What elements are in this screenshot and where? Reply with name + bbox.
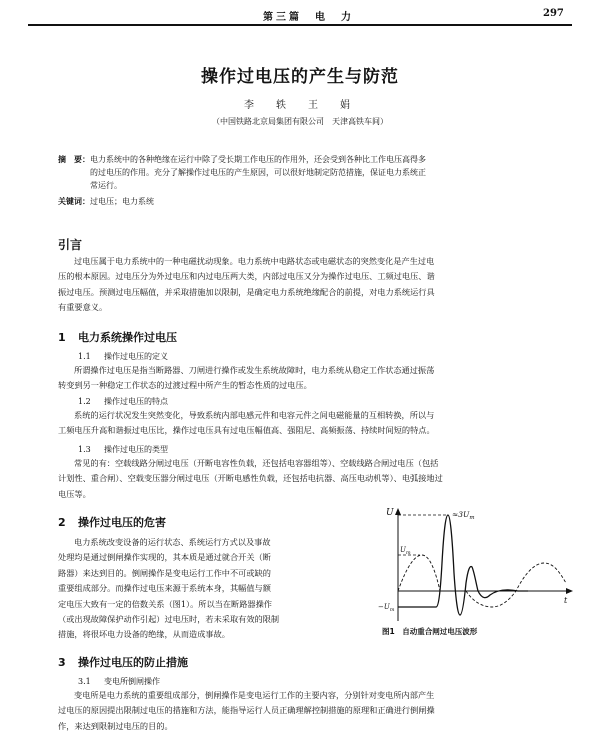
source-voltage-curve: [398, 555, 440, 591]
subsection-1-1-heading: 1.1 操作过电压的定义: [78, 352, 168, 361]
keywords: [58, 196, 553, 207]
section-title: 操作过电压的防止措施: [78, 656, 188, 669]
section-number: 1: [58, 331, 66, 344]
figure-1-waveform: [378, 503, 578, 633]
intro-line: 振过电压。预测过电压幅值，并采取措施加以限制，是确定电力系统绝缘配合的前提，对电力系统运行具: [58, 286, 435, 297]
intro-line: 过电压属于电力系统中的一种电磁扰动现象。电力系统中电路状态或电磁状态的突然变化是产生过电: [74, 256, 435, 266]
subsection-1-3-heading: 1.3 操作过电压的类型: [78, 445, 168, 454]
subsection-3-1-paragraph: 变电所是电力系统的重要组成部分，倒闸操作是变电运行工作的主要内容，分别针对变电所内部产生 过电压的原因提出限制过电压的措施和方法，能指导运行人员正确理解控制措施的原理和正确进行倒闸操 作，来达到限制过电压的目的。: [58, 690, 435, 731]
subsection-1-2-heading: 1.2 操作过电压的特点: [78, 397, 168, 406]
abstract-line: 电力系统中的各种绝缘在运行中除了受长期工作电压的作用外，还会受到各种比工作电压高得多: [90, 155, 426, 164]
axis-label-u: U: [386, 508, 394, 518]
running-header: 第三篇 电 力: [263, 12, 354, 23]
peak-label: ≈3U: [452, 510, 470, 519]
section-title: 操作过电压的危害: [78, 516, 166, 529]
overvoltage-waveform: [398, 515, 528, 615]
svg-text:Um: $U_m$: [400, 546, 411, 556]
section-number: 3: [58, 656, 66, 669]
section-1-heading: [58, 329, 177, 345]
svg-text:−Um: $-U_m$: [378, 603, 395, 613]
abstract: [58, 153, 553, 192]
subsection-1-2-paragraph: 系统的运行状况发生突然变化，导致系统内部电感元件和电容元件之间电磁能量的互相转换，所以与 工频电压升高和谐振过电压比，操作过电压具有过电压幅值高、强阻尼、高频振荡、持续时间短的特点。: [58, 410, 435, 436]
axis-label-t: t: [564, 596, 568, 605]
section-title: 电力系统操作过电压: [78, 331, 177, 344]
subsection-1-3-paragraph: 常见的有：空载线路分闸过电压（开断电容性负载，还包括电容器组等）、空载线路合闸过电压（包括 计划性、重合闸）、空载变压器分闸过电压（开断电感性负载，还包括电抗器、高压电动机等）、电弧接地过 电压等。: [58, 458, 443, 499]
intro-line: 有重要意义。: [58, 302, 108, 313]
section-3-heading: [58, 654, 188, 670]
section-2-heading: [58, 514, 166, 530]
authors: 李 轶 王 娟: [244, 100, 356, 111]
intro-heading: 引言: [58, 238, 83, 252]
neg-um-label: −U: [378, 603, 390, 611]
page-number: 297: [543, 8, 564, 19]
abstract-label: 摘 要：: [58, 155, 90, 164]
intro-line: 压的根本原因。过电压分为外过电压和内过电压两大类，内部过电压又分为操作过电压、工频过电压、谐: [58, 271, 435, 282]
x-axis-arrow: [566, 588, 573, 594]
header-rule: [28, 24, 572, 26]
figure-1-caption: 图1 自动重合闸过电压波形: [382, 627, 478, 636]
um-label: U: [400, 546, 406, 554]
subsection-1-1-paragraph: 所谓操作过电压是指当断路器、刀闸进行操作或发生系统故障时，电力系统从稳定工作状态通过振荡 转变到另一种稳定工作状态的过渡过程中所产生的暂态性质的过电压。: [58, 365, 435, 391]
section-2-paragraph: 电力系统改变设备的运行状态、系统运行方式以及事故 处理均是通过倒闸操作实现的，其本质是通过就合开关（断 路器）来达到目的。倒闸操作是变电运行工作中不可或缺的 重要组成部分。而操作过电压来源于系统本身，其幅值与额 定电压大致有一定的倍数关系（图1）。所以当在断路器操作 （或出现故障保护动作引起）过电压时，若未采取有效的限制 措施，将很坏电力设备的绝缘，从而造成事故。: [58, 537, 280, 640]
keywords-text: 过电压；电力系统: [90, 197, 154, 206]
subsection-3-1-heading: 3.1 变电所倒闸操作: [78, 677, 160, 686]
affiliation: （中国铁路北京局集团有限公司 天津高铁车间）: [212, 117, 388, 126]
svg-text:≈3Um: $\approx 3U_m$: [452, 510, 475, 521]
section-number: 2: [58, 516, 66, 529]
source-voltage-tail: [466, 563, 566, 607]
paper-title: 操作过电压的产生与防范: [201, 67, 399, 87]
abstract-line: 的过电压的作用。充分了解操作过电压的产生原因，可以很好地制定防范措施，保证电力系统正: [90, 168, 426, 177]
intro-paragraph: [58, 254, 556, 316]
y-axis-arrow: [395, 508, 401, 515]
abstract-line: 常运行。: [90, 181, 122, 190]
keywords-label: 关键词：: [58, 197, 90, 206]
